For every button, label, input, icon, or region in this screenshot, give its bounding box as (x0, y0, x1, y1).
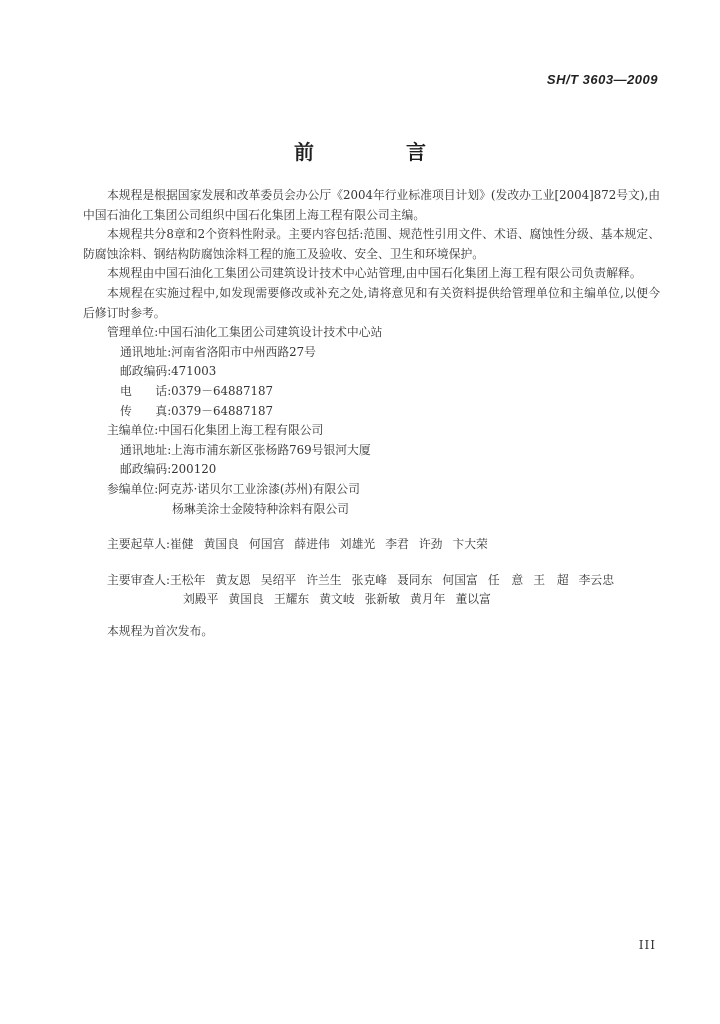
drafters-row (83, 535, 660, 555)
person-name: 卞大荣 (452, 537, 488, 552)
page-title: 前 言 (294, 140, 462, 164)
person-name: 黄国良 (203, 537, 239, 552)
management-phone (83, 382, 660, 402)
release-note: 本规程为首次发布。 (107, 623, 214, 638)
person-name: 许兰生 (306, 572, 342, 587)
address-label: 通讯地址: (120, 442, 172, 457)
fax-label: 传 真: (120, 403, 172, 418)
person-name: 王耀东 (273, 592, 310, 607)
person-name: 黄友恩 (215, 572, 251, 587)
person-name: 刘殿平 (183, 592, 219, 607)
postcode-value: 200120 (171, 462, 217, 477)
paragraph-interpretation: 本规程由中国石油化工集团公司建筑设计技术中心站管理,由中国石化集团上海工程有限公司负责解释。 (107, 266, 642, 281)
person-name: 薛进伟 (294, 537, 330, 552)
editor-label: 主编单位: (107, 423, 159, 438)
person-name: 李君 (385, 537, 409, 552)
person-name: 王松年 (169, 572, 206, 587)
person-name: 黄月年 (410, 592, 446, 607)
editor-unit (83, 421, 660, 441)
management-postcode (83, 362, 660, 382)
fax-value: 0379－64887187 (171, 403, 274, 418)
person-name: 吴绍平 (260, 572, 297, 587)
person-name: 王 超 (533, 572, 569, 587)
postcode-label: 邮政编码: (120, 364, 172, 379)
editor-postcode (83, 460, 660, 480)
postcode-value: 471003 (171, 364, 217, 379)
standard-code: SH/T 3603—2009 (546, 72, 658, 87)
participant-line-1: 阿克苏·诺贝尔工业涂漆(苏州)有限公司 (158, 481, 360, 496)
person-name: 董以富 (455, 592, 491, 607)
address-value: 上海市浦东新区张杨路769号银河大厦 (171, 442, 371, 457)
editor-name: 中国石化集团上海工程有限公司 (158, 423, 324, 438)
person-name: 黄国良 (228, 592, 264, 607)
participant-line-2: 杨琳美涂士金陵特种涂料有限公司 (172, 501, 349, 516)
participant-units (83, 480, 660, 500)
address-value: 河南省洛阳市中州西路27号 (171, 344, 316, 359)
person-name: 李云忠 (578, 572, 615, 587)
person-name: 何国宫 (248, 537, 285, 552)
management-address (83, 343, 660, 363)
reviewers-row-1 (83, 571, 660, 591)
editor-address (83, 441, 660, 461)
reviewers-row-2 (83, 590, 660, 610)
reviewers-label: 主要审查人: (107, 572, 170, 587)
management-label: 管理单位: (107, 325, 159, 340)
phone-value: 0379－64887187 (171, 383, 274, 398)
paragraph-contents: 本规程共分8章和2个资料性附录。主要内容包括:范围、规范性引用文件、术语、腐蚀性分级、基本规定、防腐蚀涂料、钢结构防腐蚀涂料工程的施工及验收、安全、卫生和环境保护。 (83, 227, 660, 261)
person-name: 何国富 (442, 572, 478, 587)
address-label: 通讯地址: (120, 344, 172, 359)
management-fax (83, 402, 660, 422)
participant-units-cont (83, 500, 660, 520)
paragraph-feedback: 本规程在实施过程中,如发现需要修改或补充之处,请将意见和有关资料提供给管理单位和主编单位,以便今后修订时参考。 (83, 285, 660, 320)
page-number: III (638, 938, 656, 952)
person-name: 任 意 (487, 572, 524, 587)
person-name: 许劲 (418, 537, 443, 552)
person-name: 刘雄光 (339, 537, 376, 552)
person-name: 张克峰 (351, 572, 387, 587)
person-name: 崔健 (169, 537, 194, 552)
person-name: 黄文岐 (319, 592, 355, 607)
drafters-names (170, 537, 498, 551)
postcode-label: 邮政编码: (120, 462, 172, 477)
foreword-body (83, 186, 660, 641)
person-name: 聂同东 (397, 572, 433, 587)
paragraph-source: 本规程是根据国家发展和改革委员会办公厅《2004年行业标准项目计划》(发改办工业[2004]872号文),由中国石油化工集团公司组织中国石化集团上海工程有限公司主编。 (83, 188, 661, 222)
management-name: 中国石油化工集团公司建筑设计技术中心站 (158, 325, 383, 340)
person-name: 张新敏 (364, 592, 401, 607)
reviewers-names-1 (170, 573, 624, 587)
reviewers-names-2 (183, 592, 501, 606)
participant-label: 参编单位: (107, 481, 159, 496)
phone-label: 电 话: (120, 383, 172, 398)
drafters-label: 主要起草人: (107, 537, 170, 552)
management-unit (83, 323, 660, 343)
